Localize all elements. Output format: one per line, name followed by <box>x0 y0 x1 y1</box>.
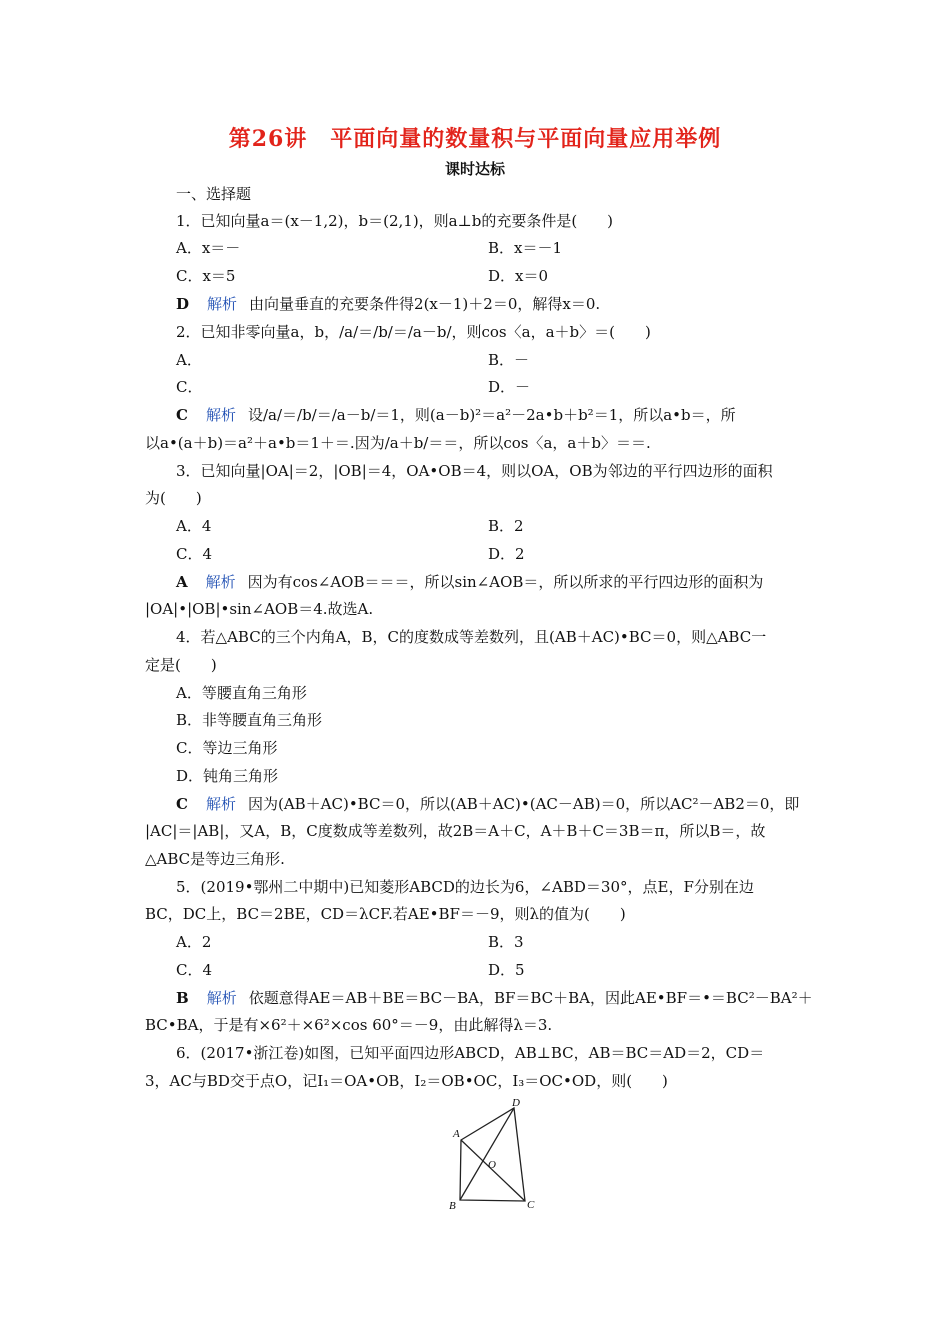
q4-solution-line1: 因为(AB＋AC)•BC＝0，所以(AB＋AC)•(AC－AB)＝0，所以AC²－AB2＝0，即 <box>247 795 800 813</box>
q5-solution <box>176 988 813 1008</box>
page-title: 第26讲 平面向量的数量积与平面向量应用举例 <box>228 126 722 152</box>
q5-answer: B <box>176 989 189 1007</box>
q1-option-a: A．x＝－ <box>176 239 241 257</box>
q3-option-c: C．4 <box>176 545 213 563</box>
point-o-label: O <box>488 1159 496 1171</box>
q3-solution <box>176 572 763 592</box>
q4-stem-line2: 定是( ) <box>145 656 217 674</box>
q3-stem-line1: 3．已知向量|OA|＝2，|OB|＝4，OA•OB＝4，则以OA，OB为邻边的平行四边形的面积 <box>176 462 773 480</box>
quadrilateral-figure <box>445 1096 555 1216</box>
q3-option-b: B．2 <box>488 517 524 535</box>
q1-option-b: B．x＝－1 <box>488 239 563 257</box>
q3-option-d: D．2 <box>488 545 525 563</box>
q2-solution <box>176 405 736 425</box>
q2-option-b: B．－ <box>488 351 530 369</box>
q3-answer: A <box>176 573 188 591</box>
q4-option-c: C．等边三角形 <box>176 739 278 757</box>
q1-option-d: D．x＝0 <box>488 267 549 285</box>
q2-option-d: D．－ <box>488 378 531 396</box>
q3-solution-line2: |OA|•|OB|•sin∠AOB＝4.故选A. <box>145 600 374 618</box>
q2-option-c: C． <box>176 378 203 396</box>
q4-option-d: D．钝角三角形 <box>176 767 279 785</box>
page-subtitle: 课时达标 <box>444 160 505 178</box>
section-heading: 一、选择题 <box>176 185 252 203</box>
q4-answer: C <box>176 795 188 813</box>
q2-answer: C <box>176 406 188 424</box>
q4-option-b: B．非等腰直角三角形 <box>176 711 323 729</box>
q1-option-c: C．x＝5 <box>176 267 236 285</box>
q1-solution-text: 由向量垂直的充要条件得2(x－1)＋2＝0，解得x＝0. <box>249 295 601 313</box>
solution-label: 解析 <box>205 573 236 591</box>
q5-option-c: C．4 <box>176 961 213 979</box>
q2-solution-line2: 以a•(a＋b)＝a²＋a•b＝1＋＝.因为/a＋b/＝＝，所以cos〈a，a＋b〉＝＝. <box>145 434 651 452</box>
point-b-label: B <box>449 1200 456 1212</box>
q4-solution-line2: |AC|＝|AB|，又A，B，C度数成等差数列，故2B＝A＋C，A＋B＋C＝3B＝π，所以B＝，故 <box>145 822 766 840</box>
q5-option-d: D．5 <box>488 961 525 979</box>
q2-stem: 2．已知非零向量a，b，/a/＝/b/＝/a－b/，则cos〈a，a＋b〉＝( ) <box>176 323 651 341</box>
point-c-label: C <box>527 1199 535 1211</box>
q1-stem: 1．已知向量a＝(x－1,2)，b＝(2,1)，则a⊥b的充要条件是( ) <box>176 212 614 230</box>
point-a-label: A <box>453 1128 460 1140</box>
point-d-label: D <box>512 1097 520 1109</box>
q4-stem-line1: 4．若△ABC的三个内角A，B，C的度数成等差数列，且(AB＋AC)•BC＝0，则△ABC一 <box>176 628 767 646</box>
q5-option-b: B．3 <box>488 933 524 951</box>
q6-stem-line2: 3，AC与BD交于点O，记I₁＝OA•OB，I₂＝OB•OC，I₃＝OC•OD，则( ) <box>145 1072 668 1090</box>
q5-solution-line2: BC•BA，于是有×6²＋×6²×cos 60°＝－9，由此解得λ＝3. <box>145 1016 553 1034</box>
q4-option-a: A．等腰直角三角形 <box>176 684 307 702</box>
solution-label: 解析 <box>207 295 238 313</box>
solution-label: 解析 <box>206 989 237 1007</box>
q5-stem-line1: 5．(2019•鄂州二中期中)已知菱形ABCD的边长为6，∠ABD＝30°，点E，F分别在边 <box>176 878 754 896</box>
q5-option-a: A．2 <box>176 933 212 951</box>
q5-stem-line2: BC，DC上，BC＝2BE，CD＝λCF.若AE•BF＝－9，则λ的值为( ) <box>145 905 626 923</box>
solution-label: 解析 <box>205 795 236 813</box>
q2-option-a: A． <box>176 351 202 369</box>
q5-solution-line1: 依题意得AE＝AB＋BE＝BC－BA，BF＝BC＋BA，因此AE•BF＝•＝BC²－BA²＋ <box>248 989 813 1007</box>
q3-stem-line2: 为( ) <box>145 489 202 507</box>
q3-option-a: A．4 <box>176 517 212 535</box>
q6-stem-line1: 6．(2017•浙江卷)如图，已知平面四边形ABCD，AB⊥BC，AB＝BC＝AD＝2，CD＝ <box>176 1044 765 1062</box>
q1-solution <box>176 294 600 314</box>
solution-label: 解析 <box>205 406 236 424</box>
q1-answer: D <box>176 295 190 313</box>
q2-solution-line1: 设/a/＝/b/＝/a－b/＝1，则(a－b)²＝a²－2a•b＋b²＝1，所以a•b＝，所 <box>247 406 736 424</box>
q3-solution-line1: 因为有cos∠AOB＝＝＝，所以sin∠AOB＝，所以所求的平行四边形的面积为 <box>247 573 764 591</box>
q4-solution <box>176 794 799 814</box>
q4-solution-line3: △ABC是等边三角形. <box>145 850 285 868</box>
